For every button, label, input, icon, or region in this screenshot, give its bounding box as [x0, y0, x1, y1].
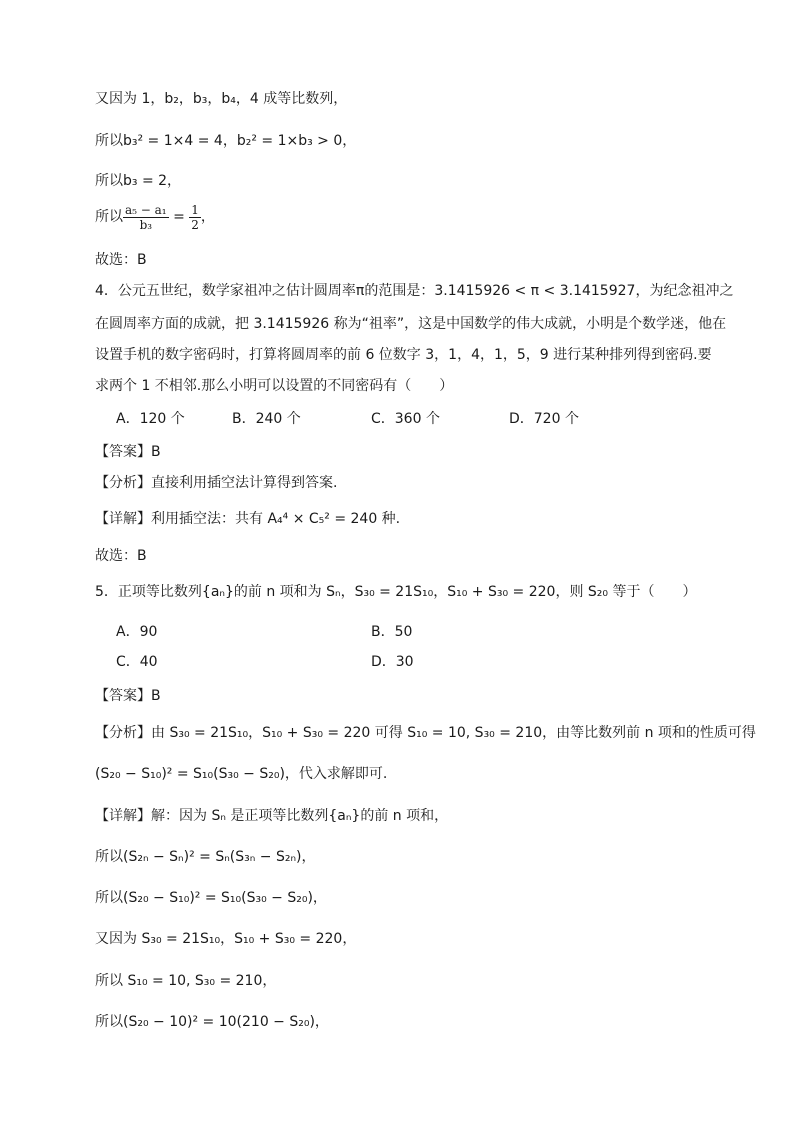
text-line: 故选：B — [95, 252, 147, 268]
question-4-line: 设置手机的数字密码时，打算将圆周率的前 6 位数字 3，1，4，1，5，9 进行某种排列得到密码.要 — [95, 347, 712, 363]
fraction-denominator: b₃ — [139, 217, 153, 232]
text-fragment: ， — [200, 209, 215, 225]
detail-tag: 【详解】 — [95, 511, 151, 527]
fraction-denominator: 2 — [191, 217, 199, 232]
analysis-text: 直接利用插空法计算得到答案. — [151, 475, 338, 491]
text-line: 故选：B — [95, 548, 147, 564]
text-fragment: 所以 — [95, 209, 123, 225]
fraction — [189, 203, 201, 232]
solution-step: 所以(S₂ₙ − Sₙ)² = Sₙ(S₃ₙ − S₂ₙ)， — [95, 849, 316, 865]
option-d: D．30 — [371, 654, 414, 670]
fraction-line — [95, 202, 215, 232]
answer-tag: 【答案】 — [95, 688, 151, 704]
detail-text: 利用插空法：共有 A₄⁴ × C₅² = 240 种. — [151, 511, 401, 527]
detail-line — [95, 806, 448, 826]
fraction-numerator: a₅ − a₁ — [125, 202, 167, 217]
fraction — [123, 203, 169, 232]
solution-step: 又因为 S₃₀ = 21S₁₀，S₁₀ + S₃₀ = 220， — [95, 931, 357, 947]
analysis-tag: 【分析】 — [95, 725, 151, 741]
answer-tag: 【答案】 — [95, 444, 151, 460]
question-4-line: 在圆周率方面的成就，把 3.1415926 称为“祖率”，这是中国数学的伟大成就，小明是个数学迷，他在 — [95, 316, 727, 332]
detail-text: 解：因为 Sₙ 是正项等比数列{aₙ}的前 n 项和， — [151, 808, 449, 824]
answer-line — [95, 686, 161, 706]
option-d: D．720 个 — [509, 411, 579, 427]
option-a: A．120 个 — [116, 411, 185, 427]
analysis-tag: 【分析】 — [95, 475, 151, 491]
detail-line — [95, 509, 400, 529]
detail-tag: 【详解】 — [95, 808, 151, 824]
solution-step: 所以(S₂₀ − 10)² = 10(210 − S₂₀)， — [95, 1014, 329, 1030]
solution-step: 所以(S₂₀ − S₁₀)² = S₁₀(S₃₀ − S₂₀)， — [95, 890, 327, 906]
option-b: B．50 — [371, 624, 413, 640]
question-4-line: 4．公元五世纪，数学家祖冲之估计圆周率π的范围是：3.1415926 < π < 3.1415927，为纪念祖冲之 — [95, 283, 734, 299]
question-5-line: 5．正项等比数列{aₙ}的前 n 项和为 Sₙ，S₃₀ = 21S₁₀，S₁₀ + S₃₀ = 220，则 S₂₀ 等于（ ） — [95, 584, 697, 600]
option-b: B．240 个 — [232, 411, 301, 427]
text-fragment: = — [168, 209, 190, 225]
analysis-line: (S₂₀ − S₁₀)² = S₁₀(S₃₀ − S₂₀)，代入求解即可. — [95, 766, 388, 782]
answer-value: B — [151, 688, 161, 704]
solution-step: 所以 S₁₀ = 10, S₃₀ = 210， — [95, 973, 277, 989]
analysis-line — [95, 473, 337, 493]
option-c: C．360 个 — [371, 411, 440, 427]
text-line: 所以b₃ = 2， — [95, 173, 182, 189]
option-c: C．40 — [116, 654, 158, 670]
text-line: 又因为 1，b₂，b₃，b₄，4 成等比数列， — [95, 91, 348, 107]
option-a: A．90 — [116, 624, 158, 640]
fraction-numerator: 1 — [191, 202, 199, 217]
text-line: 所以b₃² = 1×4 = 4，b₂² = 1×b₃ > 0， — [95, 133, 357, 149]
answer-value: B — [151, 444, 161, 460]
answer-line — [95, 442, 161, 462]
analysis-text: 由 S₃₀ = 21S₁₀，S₁₀ + S₃₀ = 220 可得 S₁₀ = 10, S₃₀ = 210，由等比数列前 n 项和的性质可得 — [151, 725, 756, 741]
analysis-line — [95, 723, 756, 743]
question-4-line: 求两个 1 不相邻.那么小明可以设置的不同密码有（ ） — [95, 378, 454, 394]
